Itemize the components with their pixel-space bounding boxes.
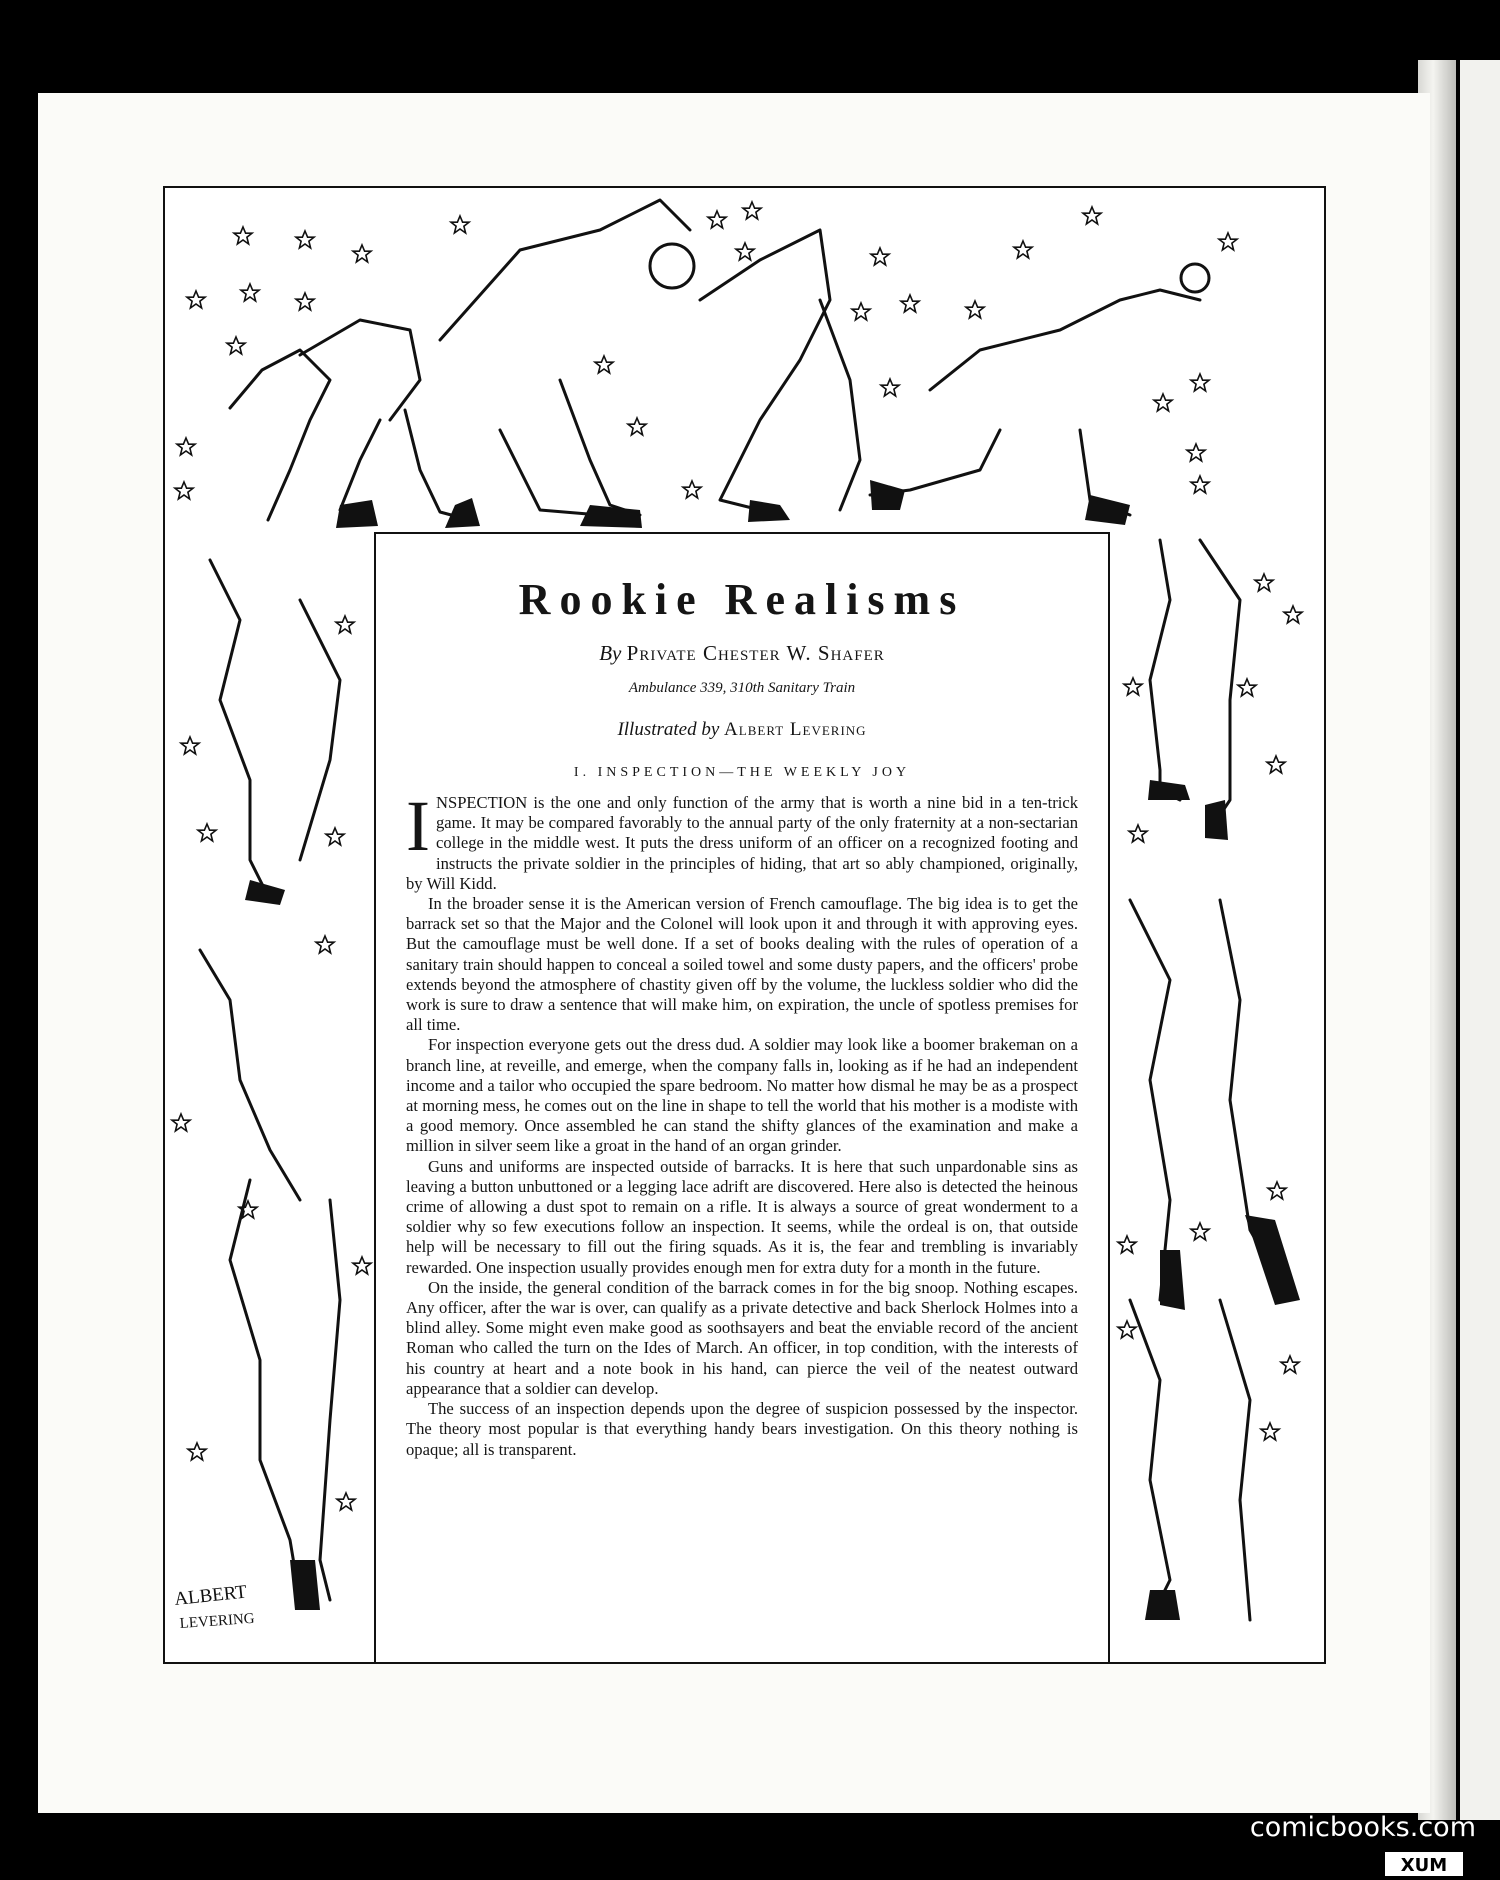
- illustrator-name: Albert Levering: [724, 719, 867, 740]
- paragraph: In the broader sense it is the American version of French camouflage. The big idea is to get the barrack set so that the Major and the Colonel will look upon it and through it with approving eyes. But the camouflage must be well done. If a set of books dealing with the rules of operation of a sanitary train should happen to conceal a soiled towel and some dusty papers, and the officers' probe extends beyond the atmosphere of chastity given off by the volume, the luckless soldier who did the work is sure to draw a sentence that will make him, on expiration, the uncle of spotless premises for all time.: [406, 894, 1078, 1035]
- paragraph: INSPECTION is the one and only function of the army that is worth a nine bid in a ten-trick game. It may be compared favorably to the annual party of the only fraternity at a non-sectarian college in the middle west. It puts the dress uniform of an officer on a recognized footing and instructs the private soldier in the principles of hiding, that art so ably championed, originally, by Will Kidd.: [406, 786, 1078, 893]
- svg-text:LEVERING: LEVERING: [179, 1610, 256, 1632]
- paragraph: The success of an inspection depends upon the degree of suspicion possessed by the inspector. The theory most popular is that everything handy bears investigation. On this theory nothing is opaque; all is transparent.: [406, 1399, 1078, 1459]
- author-affiliation: Ambulance 339, 310th Sanitary Train: [628, 680, 856, 696]
- site-watermark: comicbooks.com: [1249, 1812, 1476, 1843]
- article-panel: [374, 532, 1110, 1662]
- drop-cap: I: [406, 786, 430, 866]
- article-body: [406, 786, 1078, 1460]
- paragraph: For inspection everyone gets out the dress dud. A soldier may look like a boomer brakeman on a branch line, at reveille, and emerge, when the company falls in, looking as if he had an independent income and a tailor who occupied the spare bedroom. No matter how dismal he may be as a prospect at morning mess, he comes out on the line in shape to tell the world that his mother is a modiste with a good memory. Once assembled he can stand the shifty glances of the examination and make a million in silver seem like a groat in the hand of an organ grinder.: [406, 1035, 1078, 1156]
- corner-tag: XUM: [1385, 1852, 1463, 1876]
- section-heading: I. INSPECTION—THE WEEKLY JOY: [573, 765, 911, 780]
- author-name: Private Chester W. Shafer: [626, 641, 885, 665]
- byline: [406, 641, 1078, 666]
- paragraph: On the inside, the general condition of the barrack comes in for the big snoop. Nothing escapes. Any officer, after the war is over, can qualify as a private detective and back Sherlock Holmes into a blind alley. Some might even make good as soothsayers and beat the enviable record of the ancient Roman who called the turn on the Ides of March. An officer, in top condition, with the interests of his country at heart and a note book in his hand, can pierce the veil of the neatest outward appearance that a soldier can develop.: [406, 1277, 1078, 1398]
- article-title: Rookie Realisms: [518, 575, 966, 624]
- artist-signature: ALBERT: [173, 1581, 248, 1610]
- byline-prefix: By: [599, 641, 622, 665]
- illustrator-credit: [406, 719, 1078, 741]
- illustrator-prefix: Illustrated by: [617, 719, 720, 740]
- paragraph: Guns and uniforms are inspected outside of barracks. It is here that such unpardonable sins as leaving a button unbuttoned or a legging lace adrift are discovered. Here also is detected the heinous crime of allowing a dust spot to remain on a rifle. It is always a source of great wonderment to a soldier why so few executions follow an inspection. It seems, while the ordeal is on, that outside help will be necessary to fill out the firing squads. As it is, the fear and trembling is invariably rewarded. One inspection usually provides enough men for extra duty for a month in the future.: [406, 1156, 1078, 1277]
